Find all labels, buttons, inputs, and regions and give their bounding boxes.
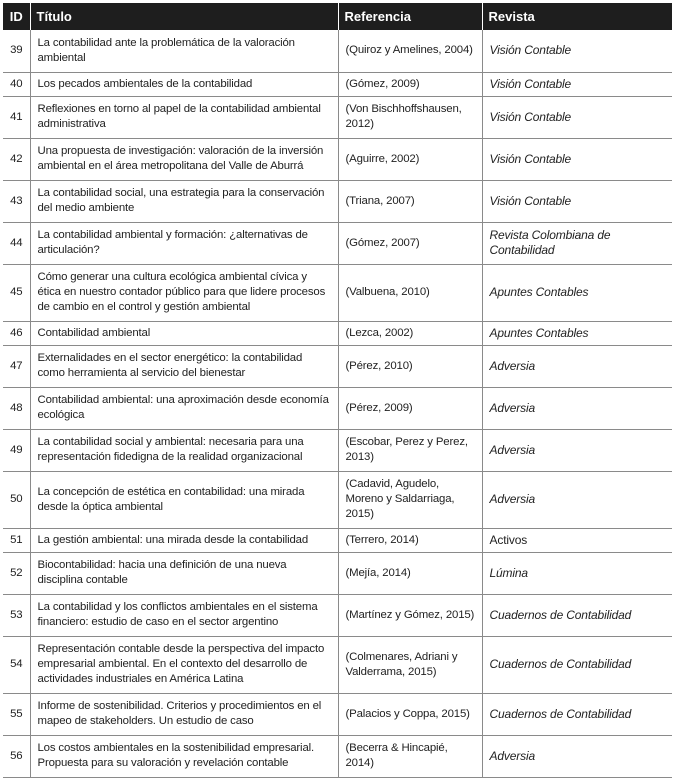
row-reference: (Triana, 2007) <box>338 180 482 222</box>
row-id: 48 <box>3 387 30 429</box>
row-journal: Visión Contable <box>482 180 672 222</box>
row-title: Biocontabilidad: hacia una definición de una nueva disciplina contable <box>30 552 338 594</box>
row-reference: (Pérez, 2009) <box>338 387 482 429</box>
table-row <box>3 30 672 72</box>
row-title: Cómo generar una cultura ecológica ambiental cívica y ética en nuestro contador público para que lidere procesos de cambio en el control y gestión ambiental <box>30 264 338 321</box>
table-body <box>3 30 672 777</box>
table-row <box>3 264 672 321</box>
table-row <box>3 321 672 345</box>
row-journal: Visión Contable <box>482 96 672 138</box>
row-journal: Apuntes Contables <box>482 264 672 321</box>
row-journal: Activos <box>482 528 672 552</box>
row-id: 56 <box>3 735 30 777</box>
row-id: 55 <box>3 693 30 735</box>
row-title: Representación contable desde la perspectiva del impacto empresarial ambiental. En el contexto del desarrollo de actividades industriales en América Latina <box>30 636 338 693</box>
row-reference: (Valbuena, 2010) <box>338 264 482 321</box>
row-id: 41 <box>3 96 30 138</box>
row-reference: (Terrero, 2014) <box>338 528 482 552</box>
table-row <box>3 96 672 138</box>
row-id: 51 <box>3 528 30 552</box>
table-row <box>3 138 672 180</box>
row-journal: Adversia <box>482 387 672 429</box>
row-journal: Cuadernos de Contabilidad <box>482 594 672 636</box>
row-id: 45 <box>3 264 30 321</box>
row-journal: Visión Contable <box>482 138 672 180</box>
row-journal: Revista Colombiana de Contabilidad <box>482 222 672 264</box>
row-reference: (Lezca, 2002) <box>338 321 482 345</box>
row-journal: Cuadernos de Contabilidad <box>482 636 672 693</box>
row-journal: Adversia <box>482 471 672 528</box>
row-title: Los pecados ambientales de la contabilidad <box>30 72 338 96</box>
row-id: 43 <box>3 180 30 222</box>
row-id: 47 <box>3 345 30 387</box>
table-row <box>3 429 672 471</box>
row-reference: (Von Bischhoffshausen, 2012) <box>338 96 482 138</box>
row-id: 54 <box>3 636 30 693</box>
row-reference: (Pérez, 2010) <box>338 345 482 387</box>
row-journal: Cuadernos de Contabilidad <box>482 693 672 735</box>
row-reference: (Cadavid, Agudelo, Moreno y Saldarriaga, 2015) <box>338 471 482 528</box>
table-row <box>3 387 672 429</box>
table-row <box>3 528 672 552</box>
row-title: La contabilidad social, una estrategia para la conservación del medio ambiente <box>30 180 338 222</box>
table-row <box>3 345 672 387</box>
row-reference: (Martínez y Gómez, 2015) <box>338 594 482 636</box>
row-id: 50 <box>3 471 30 528</box>
header-reference: Referencia <box>338 3 482 30</box>
header-id: ID <box>3 3 30 30</box>
table-row <box>3 180 672 222</box>
row-journal: Apuntes Contables <box>482 321 672 345</box>
row-title: Informe de sostenibilidad. Criterios y procedimientos en el mapeo de stakeholders. Un estudio de caso <box>30 693 338 735</box>
row-title: La contabilidad ante la problemática de la valoración ambiental <box>30 30 338 72</box>
row-id: 53 <box>3 594 30 636</box>
row-reference: (Escobar, Perez y Perez, 2013) <box>338 429 482 471</box>
row-reference: (Quiroz y Amelines, 2004) <box>338 30 482 72</box>
row-id: 44 <box>3 222 30 264</box>
row-reference: (Mejía, 2014) <box>338 552 482 594</box>
table-row <box>3 636 672 693</box>
table-row <box>3 735 672 777</box>
table-row <box>3 222 672 264</box>
row-reference: (Gómez, 2009) <box>338 72 482 96</box>
table-row <box>3 552 672 594</box>
row-reference: (Colmenares, Adriani y Valderrama, 2015) <box>338 636 482 693</box>
row-journal: Visión Contable <box>482 30 672 72</box>
row-journal: Adversia <box>482 345 672 387</box>
row-id: 46 <box>3 321 30 345</box>
row-reference: (Aguirre, 2002) <box>338 138 482 180</box>
row-title: Contabilidad ambiental: una aproximación desde economía ecológica <box>30 387 338 429</box>
bibliography-table-container <box>3 3 672 778</box>
row-title: La contabilidad y los conflictos ambientales en el sistema financiero: estudio de caso en el sector argentino <box>30 594 338 636</box>
table-row <box>3 594 672 636</box>
row-title: La gestión ambiental: una mirada desde la contabilidad <box>30 528 338 552</box>
row-journal: Adversia <box>482 429 672 471</box>
row-journal: Visión Contable <box>482 72 672 96</box>
row-title: Reflexiones en torno al papel de la contabilidad ambiental administrativa <box>30 96 338 138</box>
row-id: 40 <box>3 72 30 96</box>
row-title: Contabilidad ambiental <box>30 321 338 345</box>
table-row <box>3 72 672 96</box>
row-journal: Adversia <box>482 735 672 777</box>
row-journal: Lúmina <box>482 552 672 594</box>
row-reference: (Palacios y Coppa, 2015) <box>338 693 482 735</box>
row-id: 42 <box>3 138 30 180</box>
bibliography-table <box>3 3 672 778</box>
row-title: La contabilidad ambiental y formación: ¿alternativas de articulación? <box>30 222 338 264</box>
header-title: Título <box>30 3 338 30</box>
row-title: La contabilidad social y ambiental: necesaria para una representación fidedigna de la realidad organizacional <box>30 429 338 471</box>
row-title: Una propuesta de investigación: valoración de la inversión ambiental en el área metropolitana del Valle de Aburrá <box>30 138 338 180</box>
row-reference: (Gómez, 2007) <box>338 222 482 264</box>
header-journal: Revista <box>482 3 672 30</box>
row-title: Externalidades en el sector energético: la contabilidad como herramienta al servicio del bienestar <box>30 345 338 387</box>
row-id: 52 <box>3 552 30 594</box>
row-id: 49 <box>3 429 30 471</box>
table-row <box>3 471 672 528</box>
row-title: La concepción de estética en contabilidad: una mirada desde la óptica ambiental <box>30 471 338 528</box>
table-header <box>3 3 672 30</box>
table-row <box>3 693 672 735</box>
row-id: 39 <box>3 30 30 72</box>
row-reference: (Becerra & Hincapié, 2014) <box>338 735 482 777</box>
row-title: Los costos ambientales en la sostenibilidad empresarial. Propuesta para su valoración y revelación contable <box>30 735 338 777</box>
